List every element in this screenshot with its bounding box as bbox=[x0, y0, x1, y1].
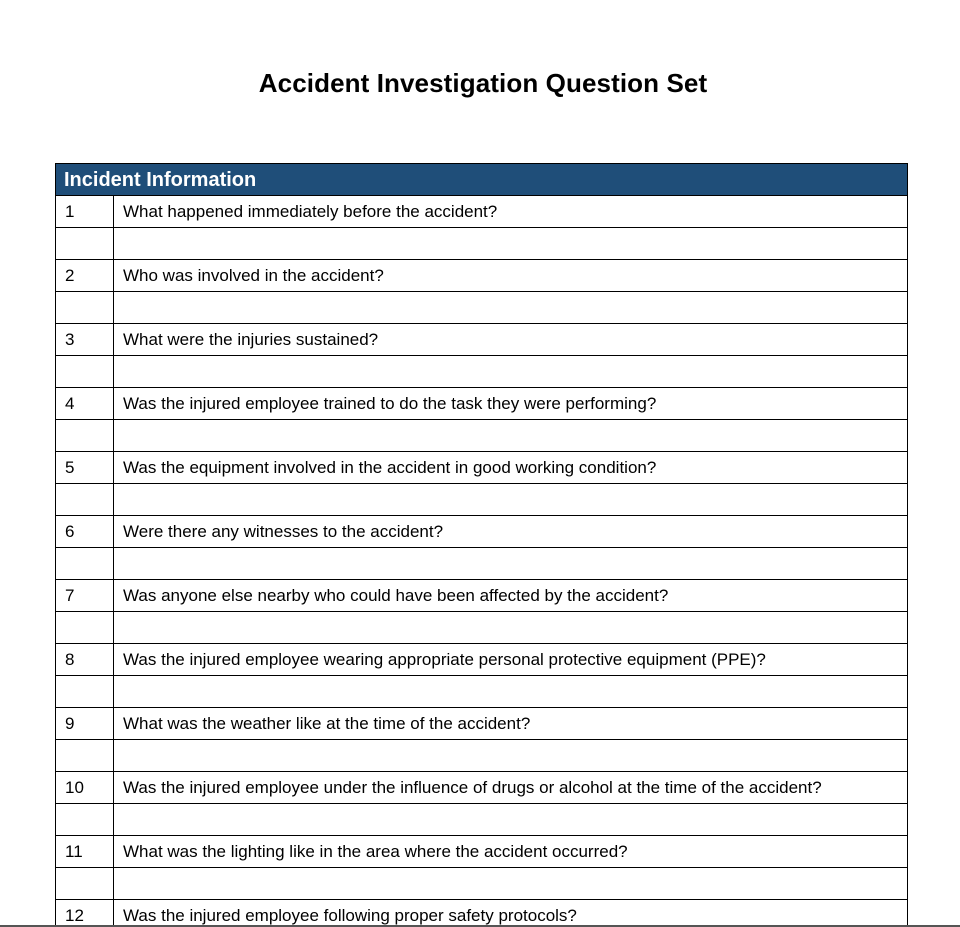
answer-row bbox=[55, 740, 908, 772]
answer-cell[interactable] bbox=[114, 612, 907, 643]
answer-row bbox=[55, 228, 908, 260]
question-row bbox=[55, 708, 908, 740]
answer-number-cell bbox=[56, 420, 114, 451]
answer-row bbox=[55, 484, 908, 516]
answer-row bbox=[55, 804, 908, 836]
question-table bbox=[55, 163, 908, 927]
question-number: 3 bbox=[56, 324, 114, 355]
answer-number-cell bbox=[56, 292, 114, 323]
answer-number-cell bbox=[56, 612, 114, 643]
section-header: Incident Information bbox=[55, 163, 908, 196]
question-text: Was the injured employee trained to do the task they were performing? bbox=[123, 394, 657, 413]
question-row bbox=[55, 452, 908, 484]
question-text: Were there any witnesses to the accident? bbox=[123, 522, 444, 541]
answer-number-cell bbox=[56, 356, 114, 387]
answer-cell[interactable] bbox=[114, 484, 907, 515]
question-row bbox=[55, 580, 908, 612]
question-text: What was the weather like at the time of the accident? bbox=[123, 714, 531, 733]
answer-row bbox=[55, 868, 908, 900]
question-number: 7 bbox=[56, 580, 114, 611]
answer-cell[interactable] bbox=[114, 868, 907, 899]
question-number: 9 bbox=[56, 708, 114, 739]
answer-row bbox=[55, 356, 908, 388]
question-number: 2 bbox=[56, 260, 114, 291]
answer-number-cell bbox=[56, 868, 114, 899]
question-number: 1 bbox=[56, 196, 114, 227]
question-row bbox=[55, 260, 908, 292]
question-text: Was the injured employee wearing appropriate personal protective equipment (PPE)? bbox=[123, 650, 766, 669]
answer-number-cell bbox=[56, 548, 114, 579]
answer-cell[interactable] bbox=[114, 228, 907, 259]
question-text: Was anyone else nearby who could have been affected by the accident? bbox=[123, 586, 669, 605]
question-row bbox=[55, 324, 908, 356]
answer-row bbox=[55, 612, 908, 644]
answer-row bbox=[55, 292, 908, 324]
question-text: What were the injuries sustained? bbox=[123, 330, 379, 349]
answer-cell[interactable] bbox=[114, 292, 907, 323]
answer-row bbox=[55, 420, 908, 452]
question-row bbox=[55, 900, 908, 927]
question-row bbox=[55, 196, 908, 228]
question-text: What happened immediately before the accident? bbox=[123, 202, 498, 221]
question-row bbox=[55, 388, 908, 420]
answer-number-cell bbox=[56, 228, 114, 259]
question-row bbox=[55, 644, 908, 676]
answer-cell[interactable] bbox=[114, 804, 907, 835]
answer-cell[interactable] bbox=[114, 740, 907, 771]
answer-cell[interactable] bbox=[114, 676, 907, 707]
question-number: 11 bbox=[56, 836, 114, 867]
answer-cell[interactable] bbox=[114, 420, 907, 451]
question-text: Was the injured employee following proper safety protocols? bbox=[123, 906, 577, 925]
question-number: 10 bbox=[56, 772, 114, 803]
question-text: Was the injured employee under the influence of drugs or alcohol at the time of the accident? bbox=[123, 778, 822, 797]
answer-cell[interactable] bbox=[114, 548, 907, 579]
answer-row bbox=[55, 548, 908, 580]
question-number: 6 bbox=[56, 516, 114, 547]
answer-number-cell bbox=[56, 676, 114, 707]
question-text: What was the lighting like in the area where the accident occurred? bbox=[123, 842, 628, 861]
question-number: 5 bbox=[56, 452, 114, 483]
answer-number-cell bbox=[56, 804, 114, 835]
question-text: Who was involved in the accident? bbox=[123, 266, 384, 285]
question-text: Was the equipment involved in the accident in good working condition? bbox=[123, 458, 657, 477]
question-row bbox=[55, 772, 908, 804]
answer-number-cell bbox=[56, 740, 114, 771]
answer-number-cell bbox=[56, 484, 114, 515]
question-number: 4 bbox=[56, 388, 114, 419]
question-row bbox=[55, 836, 908, 868]
page-title: Accident Investigation Question Set bbox=[258, 68, 708, 98]
question-number: 12 bbox=[56, 900, 114, 927]
answer-row bbox=[55, 676, 908, 708]
answer-cell[interactable] bbox=[114, 356, 907, 387]
question-number: 8 bbox=[56, 644, 114, 675]
question-row bbox=[55, 516, 908, 548]
